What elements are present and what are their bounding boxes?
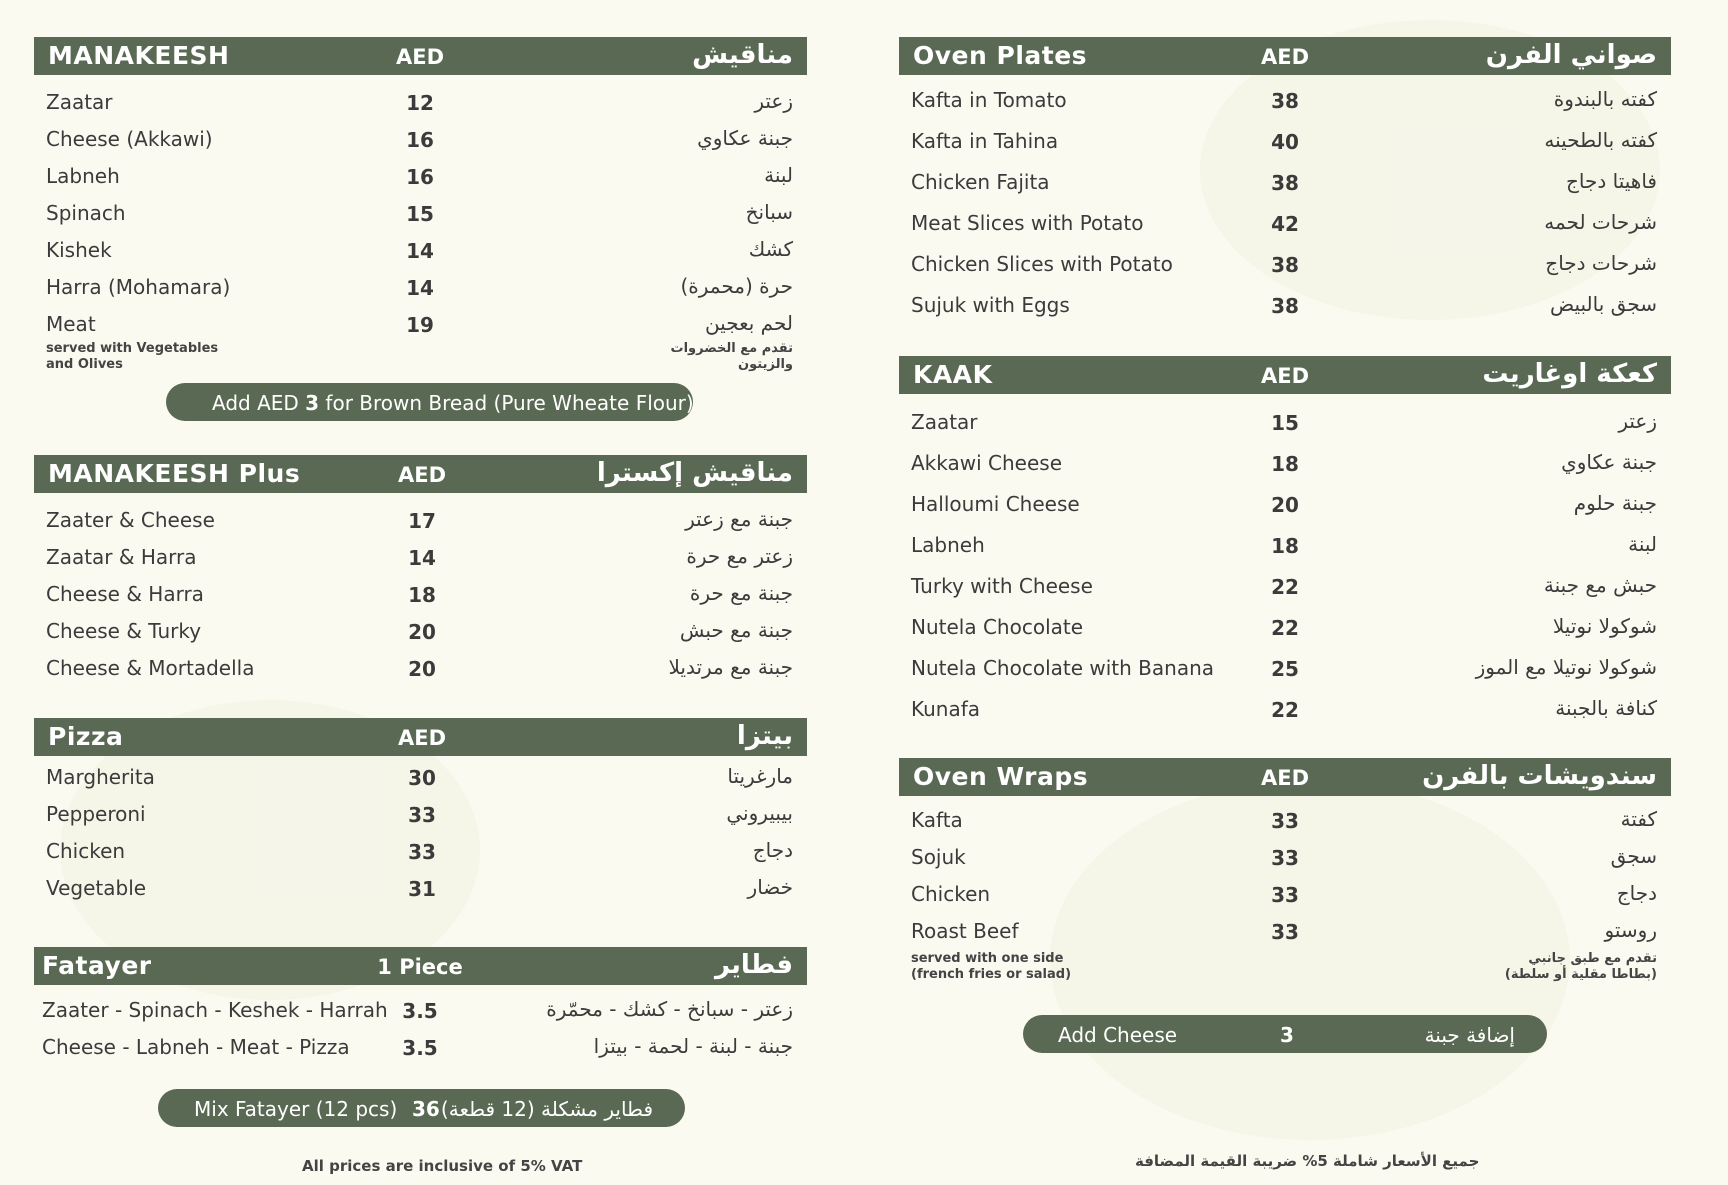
item-name-en: Halloumi Cheese — [911, 492, 1080, 516]
item-name-ar: شرحات دجاج — [1545, 251, 1657, 275]
note-line: served with one side — [911, 951, 1064, 966]
item-price: 12 — [406, 91, 434, 115]
section-header — [899, 37, 1671, 75]
section-header — [899, 758, 1671, 796]
item-note-en — [46, 341, 218, 373]
item-name-en: Harra (Mohamara) — [46, 275, 231, 299]
vat-notice-en: All prices are inclusive of 5% VAT — [302, 1157, 583, 1175]
section-header — [899, 356, 1671, 394]
menu-item — [34, 578, 807, 612]
item-price: 33 — [1271, 920, 1299, 944]
price-column-header: AED — [1260, 364, 1310, 388]
item-name-en: Chicken Slices with Potato — [911, 252, 1173, 276]
menu-item — [34, 835, 807, 869]
section-header — [34, 455, 807, 493]
mix-fatayer-pill — [158, 1089, 685, 1127]
section-title-ar: فطاير — [714, 950, 793, 980]
item-name-ar: كفته بالبندوة — [1553, 87, 1657, 111]
menu-item — [34, 504, 807, 538]
note-line: تقدم مع طبق جانبي — [1528, 951, 1657, 966]
menu-item — [34, 197, 807, 231]
item-name-ar: روستو — [1604, 918, 1657, 942]
item-price: 15 — [406, 202, 434, 226]
item-price: 31 — [408, 877, 436, 901]
note-line: and Olives — [46, 357, 123, 372]
section-title-ar: سندويشات بالفرن — [1422, 761, 1657, 791]
item-price: 18 — [1271, 452, 1299, 476]
pill-prefix: Add AED — [212, 391, 306, 415]
item-price: 38 — [1271, 89, 1299, 113]
item-name-ar: شرحات لحمه — [1544, 210, 1657, 234]
item-name-en: Labneh — [46, 164, 120, 188]
section-title-ar: مناقيش — [692, 40, 793, 70]
item-price: 14 — [408, 546, 436, 570]
menu-item — [34, 652, 807, 686]
menu-item — [899, 447, 1671, 481]
item-price: 33 — [1271, 809, 1299, 833]
menu-item — [899, 125, 1671, 159]
price-column-header: AED — [397, 726, 447, 750]
item-name-en: Cheese & Turky — [46, 619, 202, 643]
item-price: 25 — [1271, 657, 1299, 681]
menu-item — [899, 289, 1671, 323]
item-price: 33 — [1271, 883, 1299, 907]
item-price: 20 — [408, 620, 436, 644]
pill-name-en: Mix Fatayer (12 pcs) — [194, 1097, 398, 1121]
item-name-en: Kunafa — [911, 697, 981, 721]
item-name-en: Zaater - Spinach - Keshek - Harrah — [42, 998, 388, 1022]
section-title-ar: صواني الفرن — [1485, 40, 1657, 70]
item-name-en: Cheese (Akkawi) — [46, 127, 213, 151]
menu-item — [34, 271, 807, 305]
menu-item — [899, 248, 1671, 282]
menu-item — [34, 761, 807, 795]
item-name-en: Roast Beef — [911, 919, 1019, 943]
item-name-ar: دجاج — [752, 838, 793, 862]
menu-item — [34, 994, 807, 1028]
menu-item — [34, 615, 807, 649]
item-name-en: Cheese & Mortadella — [46, 656, 255, 680]
item-price: 33 — [408, 803, 436, 827]
item-name-ar: شوكولا نوتيلا — [1552, 614, 1657, 638]
item-price: 20 — [1271, 493, 1299, 517]
item-price: 18 — [1271, 534, 1299, 558]
item-name-ar: جبنة مع زعتر — [685, 507, 793, 531]
item-note-ar — [671, 341, 793, 373]
item-price: 40 — [1271, 130, 1299, 154]
item-name-ar: سبانخ — [745, 200, 793, 224]
price-column-header: AED — [1260, 45, 1310, 69]
price-column-header: AED — [397, 463, 447, 487]
pill-price: 36 — [412, 1097, 440, 1121]
item-name-en: Meat — [46, 312, 96, 336]
item-name-en: Margherita — [46, 765, 155, 789]
item-name-en: Labneh — [911, 533, 985, 557]
menu-item — [34, 798, 807, 832]
item-price: 22 — [1271, 616, 1299, 640]
section-title-en: Pizza — [48, 722, 124, 751]
section-title-en: Oven Wraps — [913, 762, 1089, 791]
item-name-en: Cheese - Labneh - Meat - Pizza — [42, 1035, 350, 1059]
menu-item — [34, 872, 807, 906]
item-price: 16 — [406, 165, 434, 189]
item-name-en: Spinach — [46, 201, 126, 225]
item-name-ar: كفته بالطحينه — [1544, 128, 1657, 152]
item-name-en: Chicken Fajita — [911, 170, 1050, 194]
item-note-ar — [1505, 951, 1657, 983]
menu-item — [899, 693, 1671, 727]
item-name-en: Kafta in Tomato — [911, 88, 1067, 112]
menu-item — [899, 841, 1671, 875]
note-line: (بطاطا مقلية أو سلطة) — [1504, 967, 1657, 982]
item-name-ar: دجاج — [1616, 881, 1657, 905]
item-name-en: Chicken — [46, 839, 126, 863]
item-name-en: Pepperoni — [46, 802, 146, 826]
item-name-ar: زعتر مع حرة — [686, 544, 793, 568]
menu-item — [899, 406, 1671, 440]
item-name-ar: فاهيتا دجاج — [1566, 169, 1657, 193]
item-name-en: Sojuk — [911, 845, 966, 869]
price-column-header: AED — [1260, 766, 1310, 790]
section-title-en: Fatayer — [42, 951, 152, 980]
menu-item — [34, 308, 807, 342]
item-name-ar: جبنة عكاوي — [1561, 450, 1657, 474]
menu-item — [34, 234, 807, 268]
vat-notice-ar: جميع الأسعار شاملة 5% ضريبة القيمة المضافة — [1135, 1152, 1480, 1170]
item-name-ar: شوكولا نوتيلا مع الموز — [1475, 655, 1657, 679]
item-price: 18 — [408, 583, 436, 607]
pill-amount: 3 — [305, 391, 320, 415]
item-name-ar: زعتر — [754, 89, 793, 113]
menu-item — [899, 878, 1671, 912]
item-name-ar: جبنة حلوم — [1573, 491, 1657, 515]
item-name-ar: سجق بالبيض — [1549, 292, 1657, 316]
add-cheese-pill — [1023, 1015, 1547, 1053]
item-name-ar: جبنة مع مرتديلا — [668, 655, 793, 679]
item-name-en: Nutela Chocolate with Banana — [911, 656, 1215, 680]
item-price: 20 — [408, 657, 436, 681]
menu-item — [899, 570, 1671, 604]
item-name-ar: زعتر - سبانخ - كشك - محمّرة — [546, 997, 793, 1021]
item-name-ar: جبنة عكاوي — [697, 126, 793, 150]
item-name-en: Chicken — [911, 882, 991, 906]
item-price: 14 — [406, 239, 434, 263]
item-name-ar: سجق — [1610, 844, 1657, 868]
menu-item — [899, 652, 1671, 686]
pill-price: 3 — [1280, 1023, 1294, 1047]
item-name-en: Zaatar & Harra — [46, 545, 197, 569]
menu-item — [899, 804, 1671, 838]
item-name-ar: لحم بعجين — [704, 311, 793, 335]
item-price: 16 — [406, 128, 434, 152]
item-name-en: Kishek — [46, 238, 112, 262]
item-name-en: Cheese & Harra — [46, 582, 204, 606]
item-price: 17 — [408, 509, 436, 533]
menu-item — [899, 207, 1671, 241]
item-price: 22 — [1271, 698, 1299, 722]
section-title-ar: مناقيش إكسترا — [596, 458, 793, 488]
item-name-en: Kafta in Tahina — [911, 129, 1059, 153]
item-name-ar: كشك — [748, 237, 793, 261]
item-name-ar: مارغريتا — [727, 764, 793, 788]
menu-item — [899, 915, 1671, 949]
item-price: 38 — [1271, 171, 1299, 195]
menu-item — [899, 166, 1671, 200]
price-column-header: AED — [395, 45, 445, 69]
menu-item — [899, 84, 1671, 118]
item-name-ar: خضار — [747, 875, 793, 899]
note-line: served with Vegetables — [46, 341, 219, 356]
item-name-ar: جبنة مع حبش — [679, 618, 793, 642]
item-name-en: Vegetable — [46, 876, 147, 900]
menu-item — [899, 488, 1671, 522]
item-name-ar: بيبيروني — [726, 801, 793, 825]
section-title-en: KAAK — [913, 360, 993, 389]
section-title-ar: كعكة اوغاريت — [1482, 359, 1657, 389]
item-name-ar: حرة (محمرة) — [680, 274, 793, 298]
item-price: 38 — [1271, 294, 1299, 318]
menu-item — [899, 611, 1671, 645]
menu-item — [34, 1031, 807, 1065]
item-name-ar: زعتر — [1618, 409, 1657, 433]
section-title-en: Oven Plates — [913, 41, 1088, 70]
price-column-header: 1 Piece — [377, 955, 463, 979]
item-name-en: Kafta — [911, 808, 963, 832]
pill-suffix: for Brown Bread (Pure Wheate Flour) — [319, 391, 694, 415]
pill-text — [212, 391, 694, 415]
item-name-ar: كنافة بالجبنة — [1555, 696, 1657, 720]
item-name-ar: كفتة — [1620, 807, 1657, 831]
section-header — [34, 718, 807, 756]
item-price: 19 — [406, 313, 434, 337]
item-name-en: Zaater & Cheese — [46, 508, 215, 532]
note-line: (french fries or salad) — [911, 967, 1072, 982]
section-title-en: MANAKEESH — [48, 41, 230, 70]
note-line: والزيتون — [738, 357, 793, 372]
item-name-en: Meat Slices with Potato — [911, 211, 1144, 235]
item-name-ar: جبنة مع حرة — [689, 581, 793, 605]
item-price: 15 — [1271, 411, 1299, 435]
item-name-en: Zaatar — [46, 90, 113, 114]
item-name-en: Zaatar — [911, 410, 978, 434]
item-name-en: Sujuk with Eggs — [911, 293, 1070, 317]
item-price: 22 — [1271, 575, 1299, 599]
note-line: تقدم مع الخضروات — [670, 341, 793, 356]
pill-name-ar: فطاير مشكلة (12 قطعة) — [440, 1097, 653, 1121]
menu-item — [34, 160, 807, 194]
item-name-ar: حبش مع جبنة — [1543, 573, 1657, 597]
item-name-ar: جبنة - لبنة - لحمة - بيتزا — [593, 1034, 793, 1058]
section-header — [34, 37, 807, 75]
item-name-ar: لبنة — [764, 163, 793, 187]
item-price: 3.5 — [402, 1036, 438, 1060]
item-price: 30 — [408, 766, 436, 790]
item-price: 38 — [1271, 253, 1299, 277]
item-note-en — [911, 951, 1071, 983]
pill-name-en: Add Cheese — [1058, 1023, 1178, 1047]
menu-item — [899, 529, 1671, 563]
section-title-ar: بيتزا — [736, 721, 793, 751]
item-price: 33 — [408, 840, 436, 864]
section-title-en: MANAKEESH Plus — [48, 459, 301, 488]
item-name-en: Nutela Chocolate — [911, 615, 1084, 639]
item-price: 33 — [1271, 846, 1299, 870]
item-name-ar: لبنة — [1628, 532, 1657, 556]
item-price: 3.5 — [402, 999, 438, 1023]
menu-item — [34, 123, 807, 157]
menu-item — [34, 86, 807, 120]
item-price: 42 — [1271, 212, 1299, 236]
item-price: 14 — [406, 276, 434, 300]
item-name-en: Turky with Cheese — [911, 574, 1093, 598]
item-name-en: Akkawi Cheese — [911, 451, 1062, 475]
menu-item — [34, 541, 807, 575]
pill-name-ar: إضافة جبنة — [1424, 1023, 1515, 1047]
brown-bread-pill — [166, 383, 693, 421]
section-header — [34, 947, 807, 985]
